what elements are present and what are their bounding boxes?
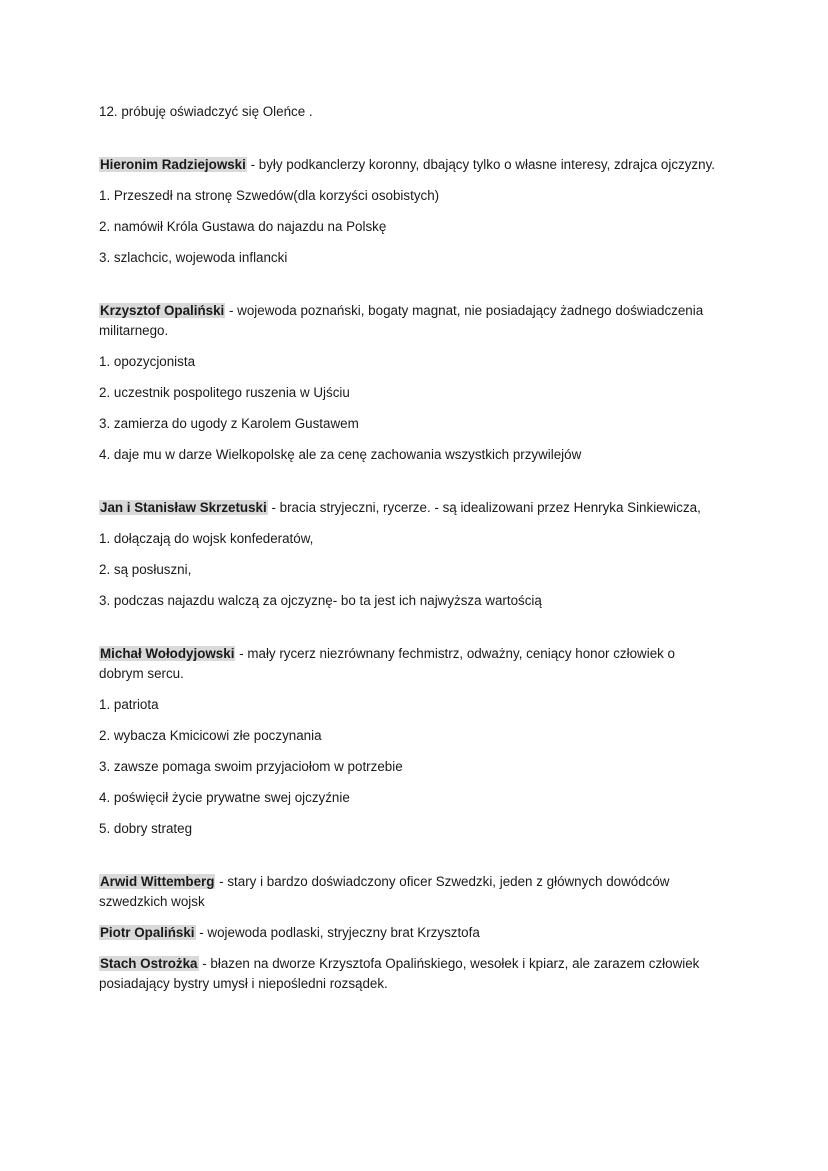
character-name: Stach Ostrożka — [100, 956, 198, 971]
character-desc-text: - wojewoda podlaski, stryjeczny brat Krzysztofa — [195, 925, 480, 940]
list-item: 3. zamierza do ugody z Karolem Gustawem — [99, 416, 359, 431]
list-item: 2. są posłuszni, — [99, 562, 192, 577]
character-section — [99, 644, 719, 839]
character-section — [99, 155, 719, 268]
character-description — [99, 954, 719, 994]
character-desc-text: - bracia stryjeczni, rycerze. - są idealizowani przez Henryka Sinkiewicza, — [267, 500, 701, 515]
character-description — [99, 498, 719, 518]
character-desc-text: - były podkanclerzy koronny, dbający tylko o własne interesy, zdrajca ojczyzny. — [246, 157, 715, 172]
list-item: 1. Przeszedł na stronę Szwedów(dla korzyści osobistych) — [99, 188, 440, 203]
character-desc-text: - błazen na dworze Krzysztofa Opalińskiego, wesołek i kpiarz, ale zarazem człowiek posiadający bystry umysł i niepośledni rozsądek. — [99, 956, 700, 991]
character-section — [99, 301, 719, 465]
list-item: 2. wybacza Kmicicowi złe poczynania — [99, 728, 322, 743]
character-name: Hieronim Radziejowski — [100, 157, 246, 172]
character-name: Piotr Opaliński — [100, 925, 195, 940]
list-item: 4. daje mu w darze Wielkopolskę ale za cenę zachowania wszystkich przywilejów — [99, 447, 582, 462]
list-item: 3. szlachcic, wojewoda inflancki — [99, 250, 288, 265]
character-section — [99, 498, 719, 611]
list-item: 5. dobry strateg — [99, 821, 193, 836]
intro-line: 12. próbuję oświadczyć się Oleńce . — [99, 104, 313, 119]
character-name: Michał Wołodyjowski — [100, 646, 235, 661]
character-name: Jan i Stanisław Skrzetuski — [100, 500, 267, 515]
list-item: 1. patriota — [99, 697, 159, 712]
character-description — [99, 301, 719, 341]
document-content — [99, 102, 719, 1005]
list-item: 3. zawsze pomaga swoim przyjaciołom w potrzebie — [99, 759, 403, 774]
character-desc-text: - wojewoda poznański, bogaty magnat, nie posiadający żadnego doświadczenia militarnego. — [99, 303, 704, 338]
character-description — [99, 872, 719, 912]
list-item: 2. uczestnik pospolitego ruszenia w Ujściu — [99, 385, 350, 400]
list-item: 2. namówił Króla Gustawa do najazdu na Polskę — [99, 219, 387, 234]
character-name: Arwid Wittemberg — [100, 874, 215, 889]
character-desc-text: - mały rycerz niezrównany fechmistrz, odważny, ceniący honor człowiek o dobrym sercu. — [99, 646, 676, 681]
list-item: 1. opozycjonista — [99, 354, 196, 369]
character-desc-text: - stary i bardzo doświadczony oficer Szwedzki, jeden z głównych dowódców szwedzkich wojsk — [99, 874, 670, 909]
character-name: Krzysztof Opaliński — [100, 303, 225, 318]
character-description — [99, 155, 719, 175]
list-item: 3. podczas najazdu walczą za ojczyznę- bo ta jest ich najwyższa wartością — [99, 593, 542, 608]
character-description — [99, 644, 719, 684]
character-description — [99, 923, 719, 943]
list-item: 1. dołączają do wojsk konfederatów, — [99, 531, 314, 546]
list-item: 4. poświęcił życie prywatne swej ojczyźnie — [99, 790, 350, 805]
